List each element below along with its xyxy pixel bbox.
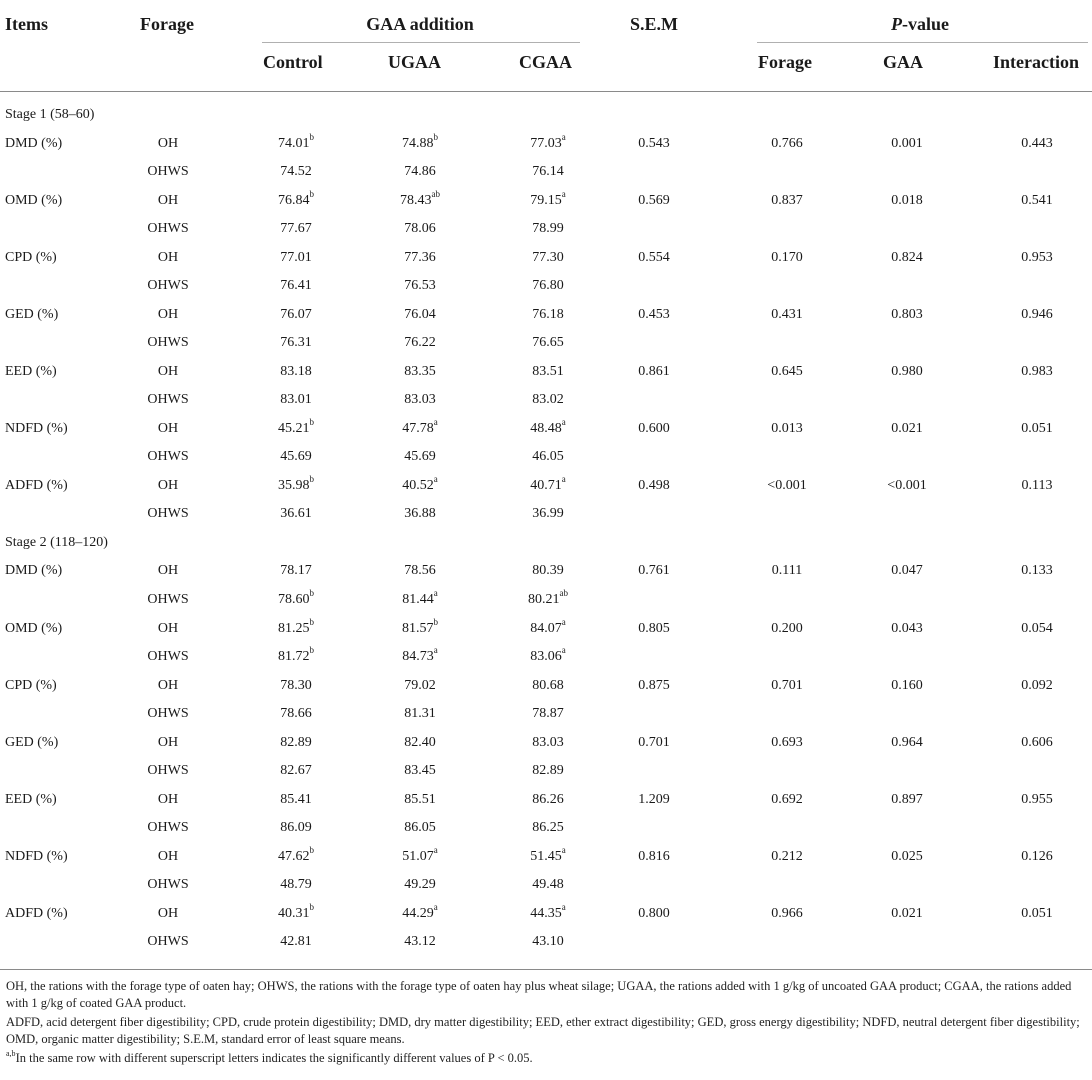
significance-superscript: a xyxy=(561,188,566,199)
header-p-forage: Forage xyxy=(758,52,812,72)
significance-superscript: a xyxy=(561,131,566,142)
item-name: ADFD (%) xyxy=(5,477,68,493)
control-value: 47.62$^b$ xyxy=(278,845,314,864)
header-gaa-addition: GAA addition xyxy=(366,14,474,34)
p-gaa-value: 0.824 xyxy=(891,249,923,265)
p-interaction-value: 0.092 xyxy=(1021,677,1053,693)
significance-superscript: b xyxy=(309,616,314,627)
cgaa-value: 83.02 xyxy=(532,392,564,408)
p-interaction-value: 0.054 xyxy=(1021,620,1053,636)
ugaa-value: 78.43$^{ab}$ xyxy=(400,188,440,208)
sem-value: 0.816 xyxy=(638,848,670,864)
p-interaction-value: 0.443 xyxy=(1021,135,1053,151)
p-interaction-value: 0.051 xyxy=(1021,905,1053,921)
forage-type: OHWS xyxy=(147,706,189,722)
ugaa-value: 74.88$^b$ xyxy=(402,131,438,151)
cgaa-value: 79.15$^a$ xyxy=(530,188,566,208)
forage-type: OH xyxy=(157,848,179,864)
p-interaction-value: 0.133 xyxy=(1021,563,1053,579)
stage-label: Stage 2 (118–120) xyxy=(5,534,108,550)
p-gaa-value: 0.964 xyxy=(891,734,923,750)
control-value: 45.21$^b$ xyxy=(278,417,314,436)
significance-superscript: a xyxy=(561,616,566,627)
item-name: DMD (%) xyxy=(5,563,63,579)
forage-type: OH xyxy=(157,249,179,265)
control-value: 36.61 xyxy=(280,506,312,522)
item-name: NDFD (%) xyxy=(5,420,68,436)
ugaa-value: 74.86 xyxy=(404,164,436,180)
p-gaa-value: <0.001 xyxy=(887,477,927,493)
significance-superscript: ab xyxy=(559,588,568,599)
significance-superscript: a xyxy=(561,645,566,656)
control-value: 78.66 xyxy=(280,706,312,722)
header-p-gaa: GAA xyxy=(883,52,923,72)
cgaa-value: 82.89 xyxy=(532,763,564,779)
p-interaction-value: 0.541 xyxy=(1021,192,1053,208)
pvalue-header-rule xyxy=(757,42,1088,43)
forage-type: OHWS xyxy=(147,934,189,950)
significance-superscript: a xyxy=(433,588,438,599)
cgaa-value: 86.25 xyxy=(532,820,564,836)
ugaa-value: 43.12 xyxy=(404,934,436,950)
ugaa-value: 82.40 xyxy=(404,734,436,750)
control-value: 78.60$^b$ xyxy=(278,588,314,607)
p-forage-value: <0.001 xyxy=(767,477,807,493)
significance-superscript: b xyxy=(309,588,314,599)
item-name: CPD (%) xyxy=(5,677,57,693)
ugaa-value: 36.88 xyxy=(404,506,436,522)
header-p-value: P-value xyxy=(891,14,949,34)
significance-superscript: a xyxy=(433,902,438,913)
forage-type: OHWS xyxy=(147,164,189,180)
sem-value: 0.543 xyxy=(638,135,670,151)
forage-type: OHWS xyxy=(147,221,189,237)
control-value: 83.18 xyxy=(280,363,312,379)
cgaa-value: 48.48$^a$ xyxy=(530,417,566,436)
p-interaction-value: 0.051 xyxy=(1021,420,1053,436)
control-value: 77.01 xyxy=(280,249,312,265)
control-value: 82.89 xyxy=(280,734,312,750)
item-name: ADFD (%) xyxy=(5,905,68,921)
p-forage-value: 0.645 xyxy=(771,363,803,379)
cgaa-value: 76.65 xyxy=(532,335,564,351)
control-value: 78.17 xyxy=(280,563,312,579)
p-gaa-value: 0.160 xyxy=(891,677,923,693)
cgaa-value: 80.39 xyxy=(532,563,564,579)
control-value: 42.81 xyxy=(280,934,312,950)
forage-type: OH xyxy=(157,306,179,322)
cgaa-value: 44.35$^a$ xyxy=(530,902,566,921)
forage-type: OH xyxy=(157,363,179,379)
footnote-significance: $^{a,b}$In the same row with different superscript letters indicates the significantly different values of P < 0.05. xyxy=(6,1048,533,1065)
cgaa-value: 80.68 xyxy=(532,677,564,693)
p-forage-value: 0.701 xyxy=(771,677,803,693)
cgaa-value: 46.05 xyxy=(532,449,564,465)
cgaa-value: 77.30 xyxy=(532,249,564,265)
forage-type: OH xyxy=(157,420,179,436)
ugaa-value: 78.06 xyxy=(404,221,436,237)
cgaa-value: 83.06$^a$ xyxy=(530,645,566,665)
p-gaa-value: 0.043 xyxy=(891,620,923,636)
ugaa-value: 81.31 xyxy=(404,706,436,722)
cgaa-value: 49.48 xyxy=(532,877,564,893)
control-value: 83.01 xyxy=(280,392,312,408)
stage-label: Stage 1 (58–60) xyxy=(5,107,95,122)
forage-type: OH xyxy=(157,192,179,208)
cgaa-value: 76.14 xyxy=(532,164,564,180)
sem-value: 0.761 xyxy=(638,563,670,579)
forage-type: OHWS xyxy=(147,763,189,779)
forage-type: OH xyxy=(157,620,179,636)
cgaa-value: 80.21$^{ab}$ xyxy=(528,588,568,607)
p-forage-value: 0.837 xyxy=(771,192,803,208)
p-forage-value: 0.966 xyxy=(771,905,803,921)
control-value: 77.67 xyxy=(280,221,312,237)
control-value: 85.41 xyxy=(280,791,312,807)
p-forage-value: 0.013 xyxy=(771,420,803,436)
p-gaa-value: 0.025 xyxy=(891,848,923,864)
item-name: DMD (%) xyxy=(5,135,63,151)
control-value: 76.84$^b$ xyxy=(278,188,314,208)
significance-superscript: b xyxy=(309,131,314,142)
significance-superscript: a xyxy=(433,845,438,856)
ugaa-value: 81.57$^b$ xyxy=(402,616,438,636)
ugaa-value: 86.05 xyxy=(404,820,436,836)
header-cgaa: CGAA xyxy=(519,52,572,72)
forage-type: OH xyxy=(157,734,179,750)
control-value: 74.01$^b$ xyxy=(278,131,314,151)
header-ugaa: UGAA xyxy=(388,52,441,72)
significance-superscript: ab xyxy=(431,188,440,199)
ugaa-value: 40.52$^a$ xyxy=(402,474,438,493)
ugaa-value: 51.07$^a$ xyxy=(402,845,438,864)
sem-value: 0.554 xyxy=(638,249,670,265)
sem-value: 0.498 xyxy=(638,477,670,493)
p-forage-value: 0.200 xyxy=(771,620,803,636)
cgaa-value: 43.10 xyxy=(532,934,564,950)
ugaa-value: 78.56 xyxy=(404,563,436,579)
cgaa-value: 83.03 xyxy=(532,734,564,750)
header-sem: S.E.M xyxy=(629,14,679,34)
control-value: 81.72$^b$ xyxy=(278,645,314,665)
forage-type: OH xyxy=(157,905,179,921)
forage-type: OHWS xyxy=(147,820,189,836)
ugaa-value: 83.45 xyxy=(404,763,436,779)
significance-superscript: a xyxy=(433,417,438,428)
p-gaa-value: 0.803 xyxy=(891,306,923,322)
cgaa-value: 36.99 xyxy=(532,506,564,522)
sem-value: 1.209 xyxy=(638,791,670,807)
significance-superscript: b xyxy=(309,845,314,856)
cgaa-value: 76.80 xyxy=(532,278,564,294)
header-p-interaction: Interaction xyxy=(993,52,1079,72)
p-forage-value: 0.766 xyxy=(771,135,803,151)
ugaa-value: 77.36 xyxy=(404,249,436,265)
significance-superscript: b xyxy=(309,417,314,428)
gaa-header-rule xyxy=(262,42,580,43)
forage-type: OHWS xyxy=(147,449,189,465)
p-gaa-value: 0.021 xyxy=(891,905,923,921)
p-forage-value: 0.692 xyxy=(771,791,803,807)
significance-superscript: b xyxy=(309,188,314,199)
sem-value: 0.800 xyxy=(638,905,670,921)
p-interaction-value: 0.606 xyxy=(1021,734,1053,750)
header-bottom-rule xyxy=(0,91,1092,92)
cgaa-value: 40.71$^a$ xyxy=(530,474,566,493)
header-control: Control xyxy=(263,52,323,72)
p-interaction-value: 0.955 xyxy=(1021,791,1053,807)
control-value: 74.52 xyxy=(280,164,312,180)
significance-superscript: b xyxy=(433,616,438,627)
sem-value: 0.875 xyxy=(638,677,670,693)
sem-value: 0.569 xyxy=(638,192,670,208)
forage-type: OHWS xyxy=(147,649,189,665)
significance-superscript: a xyxy=(433,645,438,656)
footnote-abbreviations-forage: OH, the rations with the forage type of oaten hay; OHWS, the rations with the forage type of oaten hay plus wheat silage; UGAA, the rations added with 1 g/kg of uncoated GAA product; CGAA, the rations added with 1 g/kg of coated GAA product. xyxy=(6,979,1072,1010)
ugaa-value: 44.29$^a$ xyxy=(402,902,438,921)
p-gaa-value: 0.018 xyxy=(891,192,923,208)
sem-value: 0.600 xyxy=(638,420,670,436)
ugaa-value: 84.73$^a$ xyxy=(402,645,438,665)
significance-superscript: a xyxy=(561,845,566,856)
control-value: 76.31 xyxy=(280,335,312,351)
ugaa-value: 49.29 xyxy=(404,877,436,893)
sem-value: 0.805 xyxy=(638,620,670,636)
significance-superscript: a xyxy=(561,902,566,913)
control-value: 76.07 xyxy=(280,306,312,322)
sem-value: 0.701 xyxy=(638,734,670,750)
forage-type: OH xyxy=(157,477,179,493)
table-bottom-rule xyxy=(0,969,1092,970)
forage-type: OHWS xyxy=(147,506,189,522)
cgaa-value: 78.99 xyxy=(532,221,564,237)
item-name: GED (%) xyxy=(5,734,59,750)
control-value: 78.30 xyxy=(280,677,312,693)
cgaa-value: 76.18 xyxy=(532,306,564,322)
cgaa-value: 78.87 xyxy=(532,706,564,722)
ugaa-value: 83.03 xyxy=(404,392,436,408)
header-forage: Forage xyxy=(140,14,194,34)
ugaa-value: 76.22 xyxy=(404,335,436,351)
p-gaa-value: 0.047 xyxy=(891,563,923,579)
p-gaa-value: 0.001 xyxy=(891,135,923,151)
forage-type: OH xyxy=(157,563,179,579)
ugaa-value: 47.78$^a$ xyxy=(402,417,438,436)
cgaa-value: 77.03$^a$ xyxy=(530,131,566,151)
forage-type: OH xyxy=(157,677,179,693)
p-interaction-value: 0.946 xyxy=(1021,306,1053,322)
forage-type: OHWS xyxy=(147,278,189,294)
item-name: CPD (%) xyxy=(5,249,57,265)
cgaa-value: 86.26 xyxy=(532,791,564,807)
ugaa-value: 79.02 xyxy=(404,677,436,693)
p-forage-value: 0.170 xyxy=(771,249,803,265)
item-name: EED (%) xyxy=(5,791,57,807)
item-name: OMD (%) xyxy=(5,620,63,636)
p-gaa-value: 0.021 xyxy=(891,420,923,436)
forage-type: OHWS xyxy=(147,877,189,893)
p-interaction-value: 0.126 xyxy=(1021,848,1053,864)
footnote-abbreviations-digestibility: ADFD, acid detergent fiber digestibility; CPD, crude protein digestibility; DMD, dry matter digestibility; EED, ether extract digestibility; GED, gross energy digestibility; NDFD, neutral detergent fiber digestibility; OMD, organic matter digestibility; S.E.M, standard error of least square means. xyxy=(6,1015,1080,1046)
significance-superscript: b xyxy=(433,131,438,142)
item-name: GED (%) xyxy=(5,306,59,322)
control-value: 45.69 xyxy=(280,449,312,465)
forage-type: OH xyxy=(157,791,179,807)
item-name: EED (%) xyxy=(5,363,57,379)
control-value: 35.98$^b$ xyxy=(278,474,314,493)
cgaa-value: 83.51 xyxy=(532,363,564,379)
forage-type: OHWS xyxy=(147,392,189,408)
ugaa-value: 83.35 xyxy=(404,363,436,379)
forage-type: OH xyxy=(157,135,179,151)
p-forage-value: 0.111 xyxy=(771,563,803,579)
p-interaction-value: 0.983 xyxy=(1021,363,1053,379)
ugaa-value: 45.69 xyxy=(404,449,436,465)
p-gaa-value: 0.980 xyxy=(891,363,923,379)
item-name: NDFD (%) xyxy=(5,848,68,864)
p-forage-value: 0.431 xyxy=(771,306,803,322)
control-value: 40.31$^b$ xyxy=(278,902,314,921)
control-value: 76.41 xyxy=(280,278,312,294)
item-name: OMD (%) xyxy=(5,192,63,208)
significance-superscript: a xyxy=(561,474,566,485)
forage-type: OHWS xyxy=(147,592,189,607)
p-forage-value: 0.212 xyxy=(771,848,803,864)
ugaa-value: 76.53 xyxy=(404,278,436,294)
control-value: 81.25$^b$ xyxy=(278,616,314,636)
control-value: 82.67 xyxy=(280,763,312,779)
ugaa-value: 81.44$^a$ xyxy=(402,588,438,607)
sem-value: 0.861 xyxy=(638,363,670,379)
control-value: 86.09 xyxy=(280,820,312,836)
forage-type: OHWS xyxy=(147,335,189,351)
p-gaa-value: 0.897 xyxy=(891,791,923,807)
significance-superscript: b xyxy=(309,645,314,656)
significance-superscript: a xyxy=(433,474,438,485)
sem-value: 0.453 xyxy=(638,306,670,322)
significance-superscript: b xyxy=(309,902,314,913)
control-value: 48.79 xyxy=(280,877,312,893)
p-interaction-value: 0.953 xyxy=(1021,249,1053,265)
significance-superscript: b xyxy=(309,474,314,485)
significance-superscript: a xyxy=(561,417,566,428)
cgaa-value: 51.45$^a$ xyxy=(530,845,566,864)
p-forage-value: 0.693 xyxy=(771,734,803,750)
header-items: Items xyxy=(5,14,48,34)
cgaa-value: 84.07$^a$ xyxy=(530,616,566,636)
ugaa-value: 85.51 xyxy=(404,791,436,807)
p-interaction-value: 0.113 xyxy=(1021,477,1053,493)
ugaa-value: 76.04 xyxy=(404,306,436,322)
